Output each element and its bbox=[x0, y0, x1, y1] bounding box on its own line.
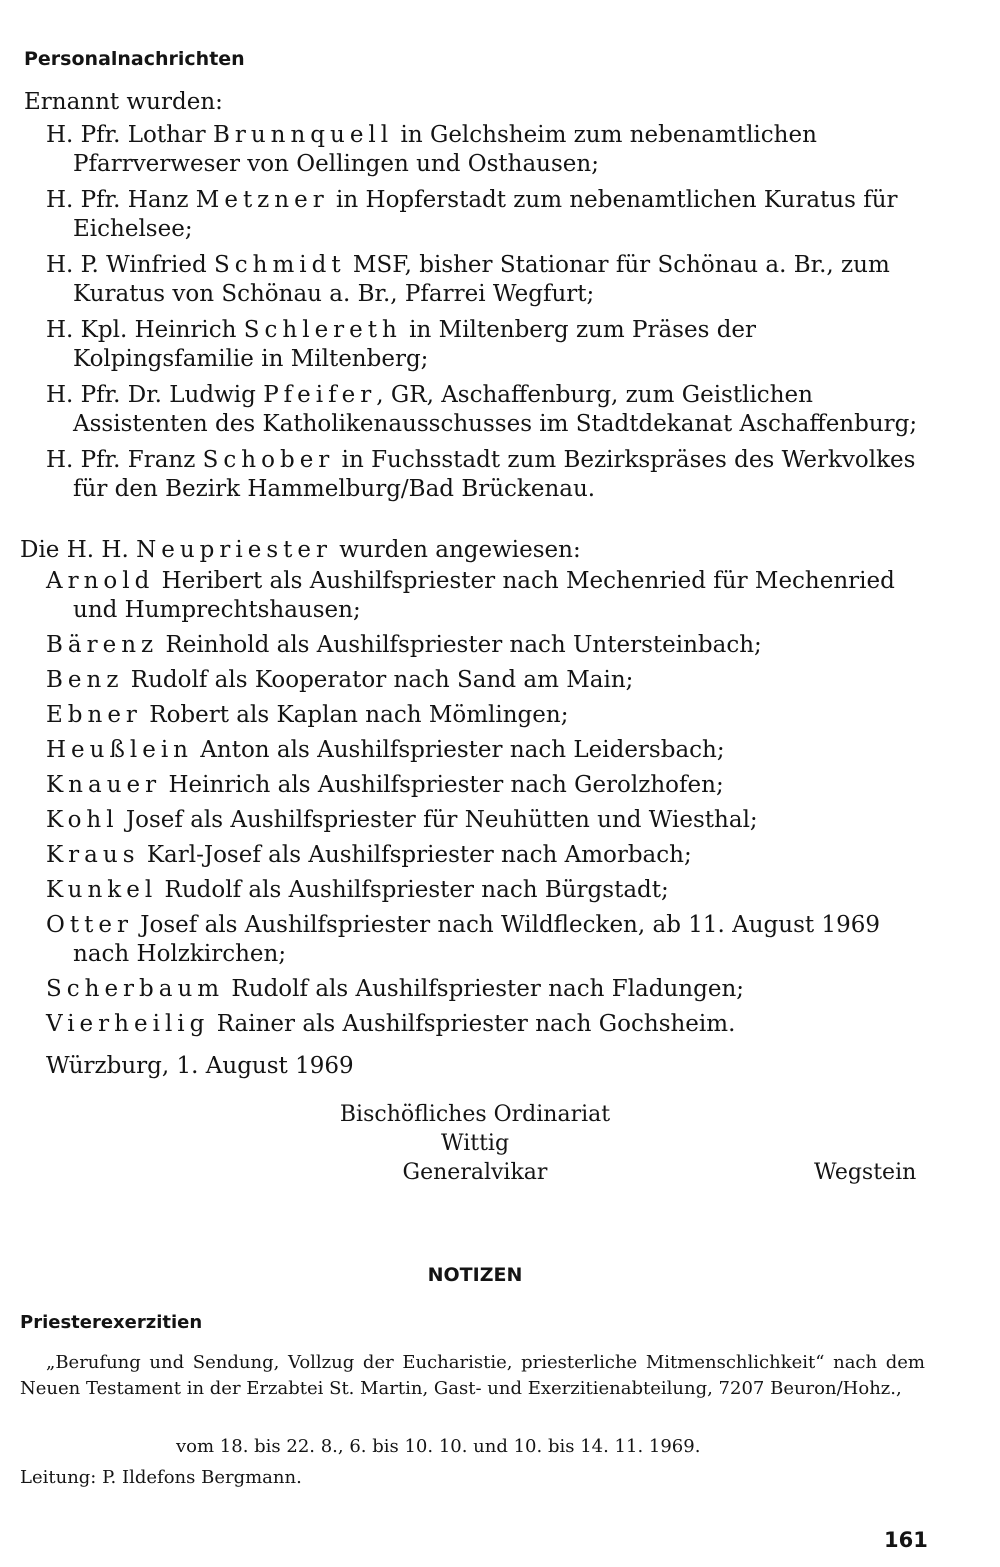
entry-prefix: H. Kpl. Heinrich bbox=[46, 317, 244, 343]
entry-text: in Gelchsheim zum nebenamtlichen Pfarrverweser von Oellingen und Osthausen; bbox=[73, 122, 817, 177]
appointment-entry bbox=[46, 186, 934, 244]
entry-text: Rudolf als Kooperator nach Sand am Main; bbox=[123, 667, 634, 693]
entry-surname: Heußlein bbox=[46, 737, 193, 763]
entry-text: Rainer als Aushilfspriester nach Gochsheim. bbox=[209, 1011, 736, 1037]
entry-text: in Hopferstadt zum nebenamtlichen Kuratus für Eichelsee; bbox=[73, 187, 898, 242]
assignments-intro bbox=[20, 536, 934, 565]
entry-prefix: H. P. Winfried bbox=[46, 252, 215, 278]
entry-text: Anton als Aushilfspriester nach Leidersbach; bbox=[192, 737, 725, 763]
notizen-description: „Berufung und Sendung, Vollzug der Eucharistie, priesterliche Mitmenschlichkeit“ nach dem Neuen Testament in der Erzabtei St. Martin, Gast- und Exerzitienabteilung, 7207 Beuron/Hohz., bbox=[20, 1352, 925, 1399]
entry-text: , GR, Aschaffenburg, zum Geistlichen Assistenten des Katholikenausschusses im Stadtdekanat Aschaffenburg; bbox=[73, 382, 918, 437]
entry-surname: Vierheilig bbox=[46, 1011, 210, 1037]
entry-surname: Benz bbox=[46, 667, 124, 693]
assignment-entry bbox=[46, 701, 934, 730]
signature-cosigner: Wegstein bbox=[814, 1160, 917, 1185]
entry-text: in Fuchsstadt zum Bezirkspräses des Werkvolkes für den Bezirk Hammelburg/Bad Brückenau. bbox=[73, 447, 916, 502]
entry-surname: Metzner bbox=[195, 187, 329, 213]
entry-text: Josef als Aushilfspriester nach Wildflecken, ab 11. August 1969 nach Holzkirchen; bbox=[73, 912, 880, 967]
entry-surname: Bärenz bbox=[46, 632, 159, 658]
assignments-intro-prefix: Die H. H. bbox=[20, 537, 137, 563]
entry-text: Robert als Kaplan nach Mömlingen; bbox=[141, 702, 569, 728]
signature-block bbox=[330, 1100, 620, 1187]
assignment-entry bbox=[46, 666, 934, 695]
assignments-intro-suffix: wurden angewiesen: bbox=[331, 537, 581, 563]
assignments-list bbox=[46, 567, 934, 1039]
entry-surname: Schlereth bbox=[243, 317, 402, 343]
entry-prefix: H. Pfr. Hanz bbox=[46, 187, 196, 213]
signature-name: Wittig bbox=[440, 1131, 510, 1156]
appointments-intro: Ernannt wurden: bbox=[24, 89, 223, 115]
assignments-intro-name: Neupriester bbox=[136, 537, 332, 563]
entry-surname: Knauer bbox=[46, 772, 162, 798]
appointment-entry bbox=[46, 381, 934, 439]
entry-text: Rudolf als Aushilfspriester nach Fladungen; bbox=[224, 976, 745, 1002]
entry-text: Reinhold als Aushilfspriester nach Untersteinbach; bbox=[158, 632, 762, 658]
entry-surname: Kraus bbox=[46, 842, 140, 868]
assignment-entry bbox=[46, 631, 934, 660]
section-title: Personalnachrichten bbox=[24, 48, 245, 70]
notizen-heading: NOTIZEN bbox=[427, 1264, 523, 1286]
entry-surname: Schober bbox=[202, 447, 335, 473]
entry-surname: Scherbaum bbox=[46, 976, 225, 1002]
entry-text: in Miltenberg zum Präses der Kolpingsfamilie in Miltenberg; bbox=[73, 317, 757, 372]
notizen-subheading: Priesterexerzitien bbox=[20, 1312, 203, 1333]
entry-text: Heinrich als Aushilfspriester nach Gerolzhofen; bbox=[161, 772, 724, 798]
entry-prefix: H. Pfr. Franz bbox=[46, 447, 203, 473]
assignment-entry bbox=[46, 975, 934, 1004]
assignment-entry bbox=[46, 736, 934, 765]
entry-surname: Ebner bbox=[46, 702, 142, 728]
dateline: Würzburg, 1. August 1969 bbox=[46, 1053, 354, 1079]
assignment-entry bbox=[46, 567, 934, 625]
entry-text: Karl-Josef als Aushilfspriester nach Amorbach; bbox=[139, 842, 692, 868]
entry-prefix: H. Pfr. Lothar bbox=[46, 122, 213, 148]
page-number: 161 bbox=[884, 1528, 928, 1552]
entry-surname: Otter bbox=[46, 912, 133, 938]
entry-surname: Brunnquell bbox=[212, 122, 394, 148]
entry-surname: Arnold bbox=[46, 568, 155, 594]
entry-surname: Schmidt bbox=[214, 252, 346, 278]
entry-surname: Kohl bbox=[46, 807, 119, 833]
assignment-entry bbox=[46, 1010, 934, 1039]
entry-text: MSF, bisher Stationar für Schönau a. Br., zum Kuratus von Schönau a. Br., Pfarrei Wegfurt; bbox=[73, 252, 890, 307]
appointment-entry bbox=[46, 121, 934, 179]
entry-prefix: H. Pfr. Dr. Ludwig bbox=[46, 382, 264, 408]
assignment-entry bbox=[46, 841, 934, 870]
notizen-leitung: Leitung: P. Ildefons Bergmann. bbox=[20, 1467, 302, 1488]
assignment-entry bbox=[46, 771, 934, 800]
entry-text: Josef als Aushilfspriester für Neuhütten und Wiesthal; bbox=[118, 807, 758, 833]
signature-title: Generalvikar bbox=[402, 1160, 548, 1185]
notizen-dates: vom 18. bis 22. 8., 6. bis 10. 10. und 10. bis 14. 11. 1969. bbox=[176, 1436, 701, 1457]
appointment-entry bbox=[46, 251, 934, 309]
appointment-entry bbox=[46, 446, 934, 504]
appointments-list bbox=[46, 121, 934, 504]
entry-text: Rudolf als Aushilfspriester nach Bürgstadt; bbox=[157, 877, 669, 903]
entry-text: Heribert als Aushilfspriester nach Mechenried für Mechenried und Humprechtshausen; bbox=[73, 568, 895, 623]
appointments-section bbox=[24, 88, 934, 511]
assignment-entry bbox=[46, 876, 934, 905]
entry-surname: Kunkel bbox=[46, 877, 158, 903]
assignment-entry bbox=[46, 911, 934, 969]
appointment-entry bbox=[46, 316, 934, 374]
assignment-entry bbox=[46, 806, 934, 835]
signature-office: Bischöfliches Ordinariat bbox=[339, 1102, 611, 1127]
assignments-section bbox=[20, 536, 934, 1045]
entry-surname: Pfeifer bbox=[263, 382, 377, 408]
